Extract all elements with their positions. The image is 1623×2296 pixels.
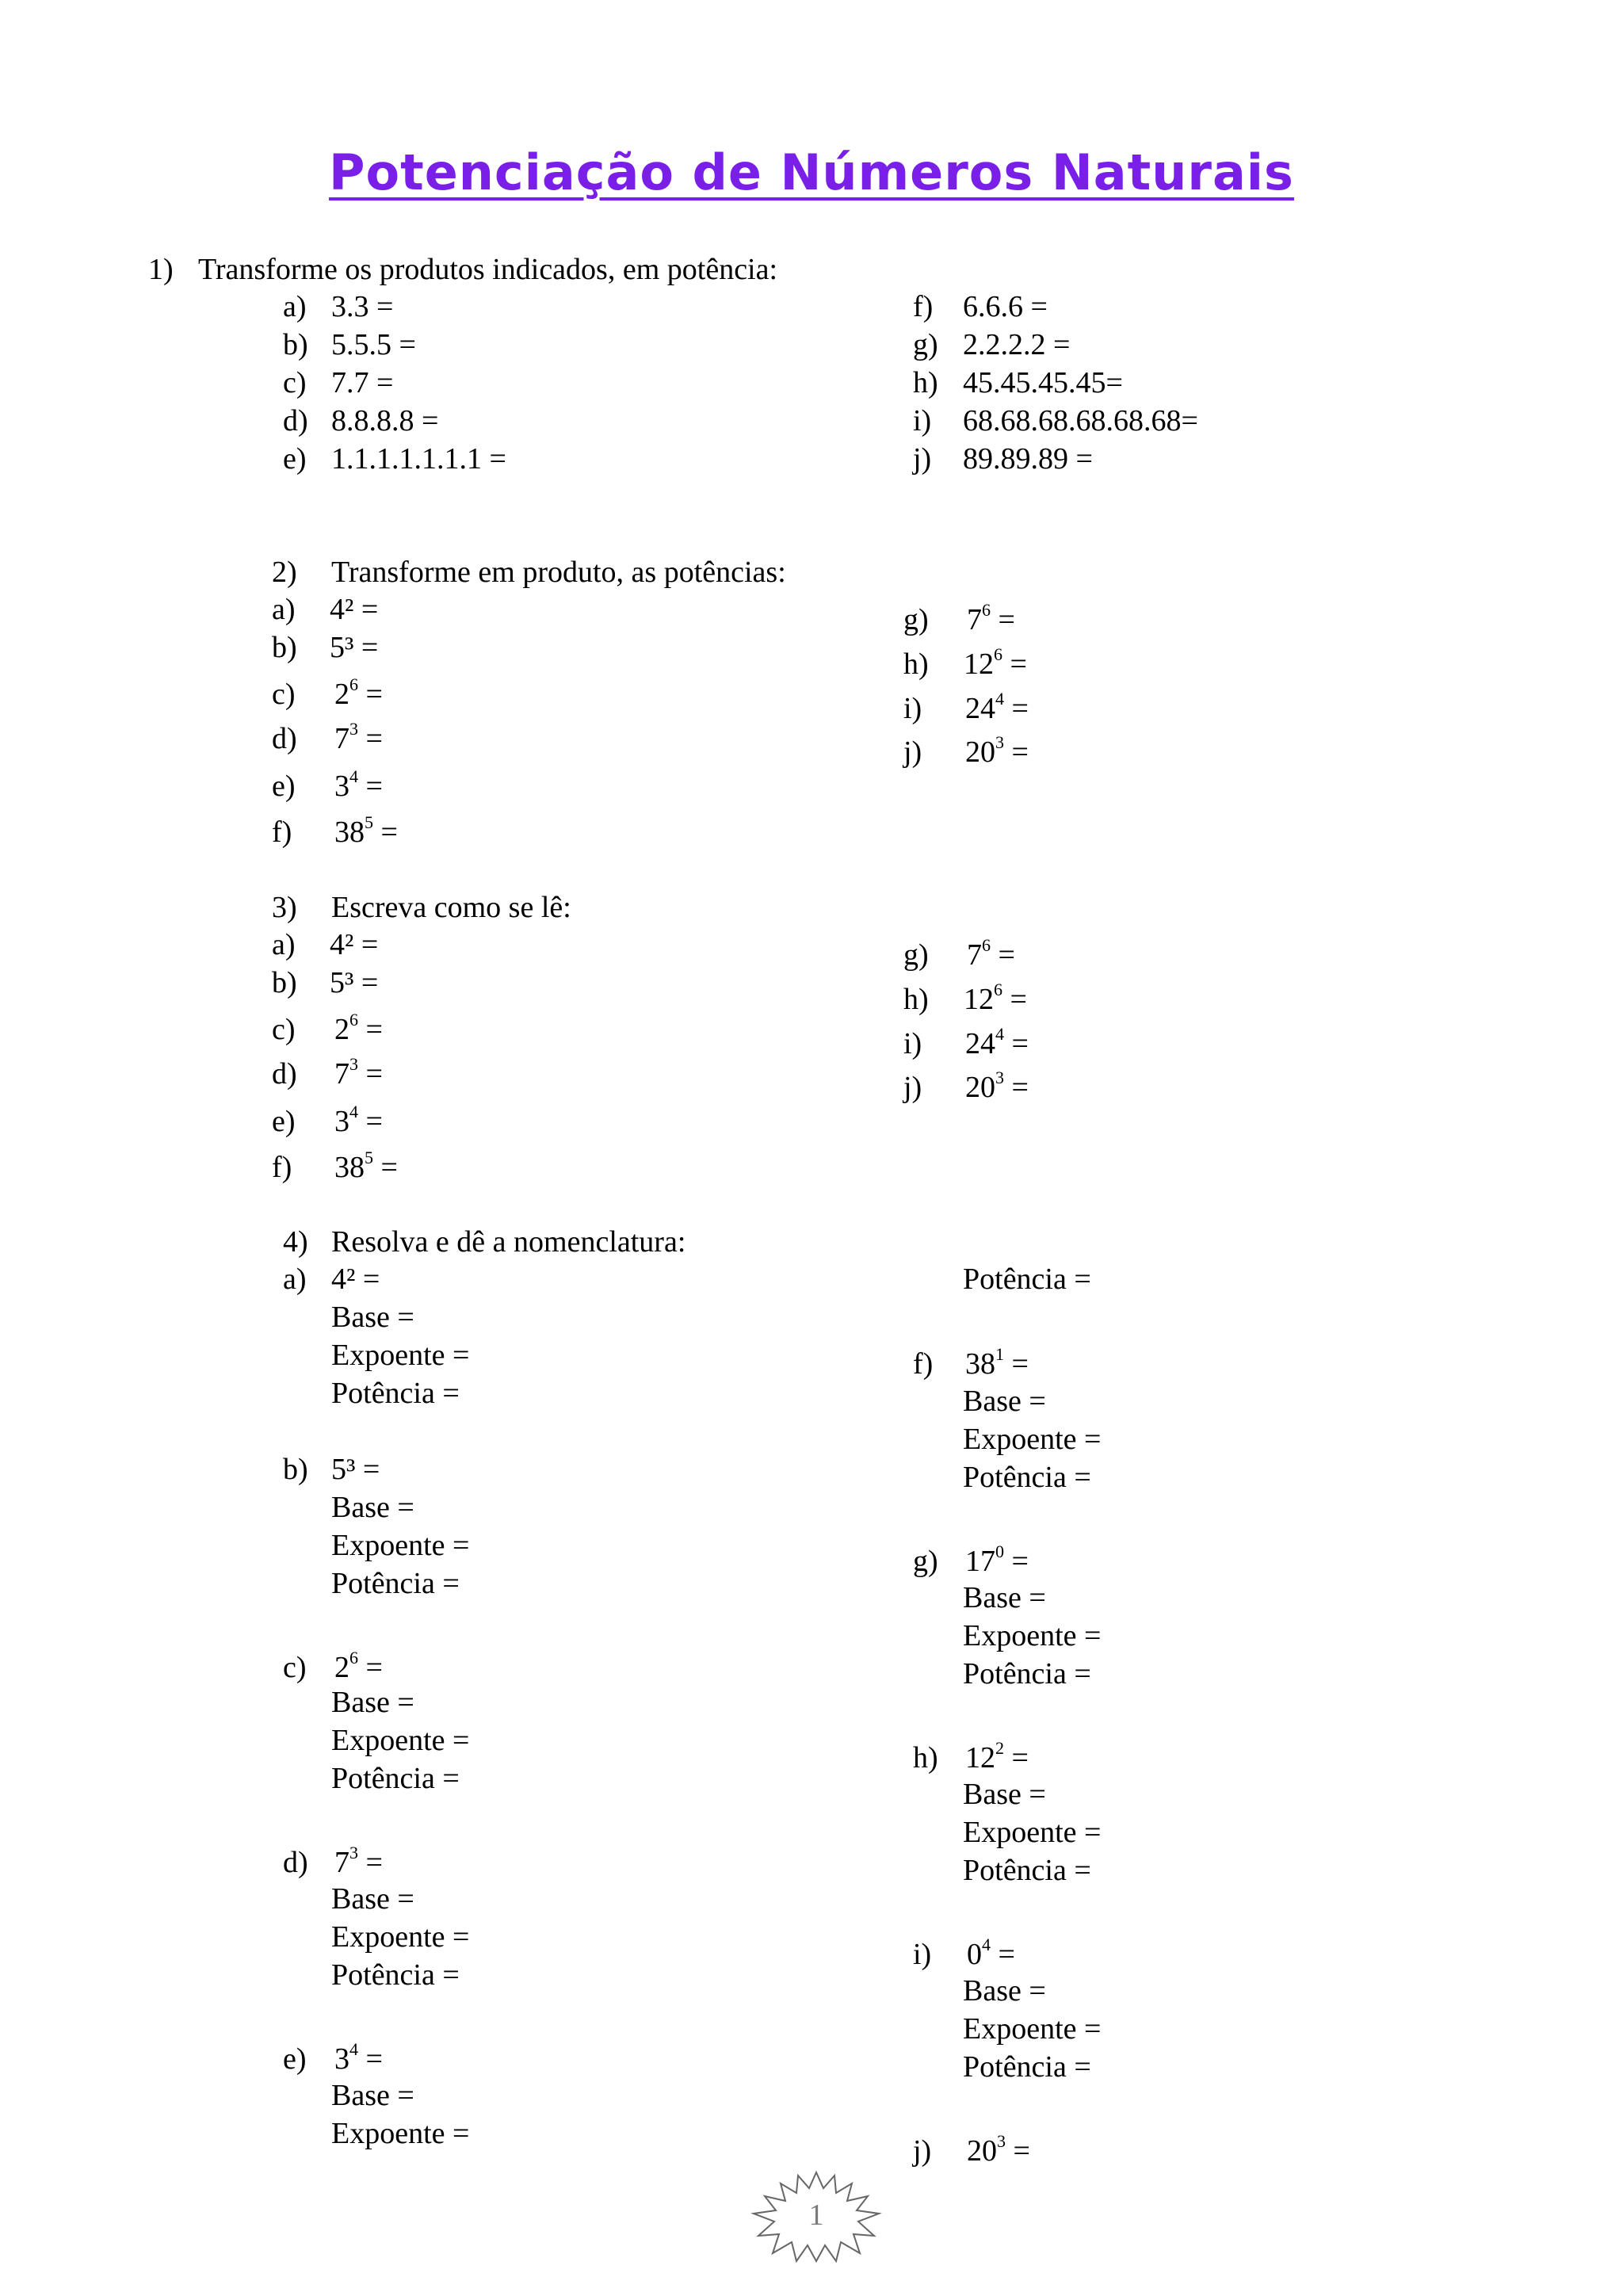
list-item-label: a) (283, 290, 307, 323)
list-item-label: b) (283, 328, 308, 361)
list-item: 4² = (330, 928, 379, 961)
list-item-label: h) (903, 648, 929, 681)
list-item: $2^6$ = (334, 1648, 383, 1684)
list-item-label: e) (283, 2042, 307, 2076)
list-item-label: b) (272, 966, 297, 999)
potencia-field: Potência = (331, 1762, 460, 1795)
potencia-field: Potência = (331, 1567, 460, 1600)
list-item-label: f) (272, 816, 292, 849)
expoente-field: Expoente = (331, 1724, 470, 1757)
base-field: Base = (963, 1974, 1046, 2008)
list-item: 4² = (331, 1263, 380, 1296)
list-item-label: c) (272, 1013, 296, 1046)
q4-number: 4) (283, 1225, 308, 1259)
list-item: 5³ = (330, 631, 379, 664)
list-item-label: j) (913, 2134, 932, 2168)
expoente-field: Expoente = (331, 1920, 470, 1954)
list-item-label: i) (903, 1027, 922, 1060)
base-field: Base = (331, 1882, 414, 1916)
list-item: 5³ = (331, 1453, 380, 1486)
list-item-label: d) (272, 1057, 297, 1091)
list-item: $12^2$ = (965, 1738, 1029, 1775)
list-item: 45.45.45.45= (963, 366, 1123, 399)
list-item: $24^4$ = (965, 689, 1029, 725)
list-item: $3^4$ = (334, 766, 383, 803)
list-item-label: f) (272, 1151, 292, 1184)
list-item: $7^3$ = (334, 719, 383, 755)
expoente-field: Expoente = (963, 1619, 1102, 1652)
list-item-label: e) (272, 770, 296, 803)
base-field: Base = (331, 1301, 414, 1334)
expoente-field: Expoente = (331, 1339, 470, 1372)
list-item-label: c) (272, 678, 296, 711)
list-item-label: h) (913, 366, 938, 399)
base-field: Base = (331, 1491, 414, 1524)
list-item: $12^6$ = (964, 980, 1027, 1016)
q1-heading: Transforme os produtos indicados, em potência: (198, 253, 778, 286)
list-item-label: f) (913, 290, 934, 323)
potencia-field: Potência = (331, 1377, 460, 1410)
list-item: $24^4$ = (965, 1024, 1029, 1060)
list-item-label: c) (283, 366, 307, 399)
list-item: $3^4$ = (334, 2039, 383, 2076)
list-item: 68.68.68.68.68.68= (963, 404, 1198, 437)
q3-heading: Escreva como se lê: (331, 891, 571, 924)
list-item: $38^5$ = (334, 812, 398, 849)
expoente-field: Expoente = (963, 1423, 1102, 1456)
list-item: $12^6$ = (964, 644, 1027, 681)
list-item-label: h) (903, 983, 929, 1016)
q2-number: 2) (272, 556, 297, 589)
list-item: $2^6$ = (334, 1010, 383, 1046)
list-item: $3^4$ = (334, 1102, 383, 1138)
list-item-label: i) (903, 692, 922, 725)
list-item: $38^1$ = (965, 1344, 1029, 1381)
list-item-label: g) (913, 328, 938, 361)
list-item-label: g) (913, 1545, 938, 1578)
list-item-label: h) (913, 1741, 938, 1775)
list-item: $7^6$ = (967, 600, 1015, 636)
potencia-field: Potência = (963, 1854, 1091, 1887)
list-item: $20^3$ = (965, 1068, 1029, 1104)
expoente-field: Expoente = (331, 1529, 470, 1562)
list-item: 7.7 = (331, 366, 394, 399)
list-item: 89.89.89 = (963, 442, 1093, 476)
list-item: 3.3 = (331, 290, 394, 323)
page-number-badge (749, 2169, 884, 2264)
page-title: Potenciação de Números Naturais (329, 143, 1294, 201)
list-item-label: g) (903, 938, 929, 972)
q3-number: 3) (272, 891, 297, 924)
list-item-label: d) (283, 404, 308, 437)
list-item-label: j) (903, 735, 922, 769)
list-item: $20^3$ = (965, 732, 1029, 769)
list-item-label: g) (903, 603, 929, 636)
expoente-field: Expoente = (963, 1816, 1102, 1849)
potencia-field: Potência = (963, 1263, 1091, 1296)
q1-number: 1) (148, 253, 174, 286)
list-item: 6.6.6 = (963, 290, 1048, 323)
list-item-label: j) (913, 442, 932, 476)
list-item: $0^4$ = (967, 1935, 1015, 1971)
list-item-label: b) (283, 1453, 308, 1486)
expoente-field: Expoente = (963, 2012, 1102, 2046)
base-field: Base = (331, 2079, 414, 2112)
list-item-label: d) (283, 1846, 308, 1879)
potencia-field: Potência = (963, 1461, 1091, 1494)
potencia-field: Potência = (331, 1958, 460, 1992)
list-item: 2.2.2.2 = (963, 328, 1071, 361)
list-item: $7^6$ = (967, 935, 1015, 972)
potencia-field: Potência = (963, 2050, 1091, 2084)
list-item-label: a) (272, 928, 296, 961)
list-item: $17^0$ = (965, 1541, 1029, 1578)
list-item-label: i) (913, 1938, 932, 1971)
list-item: 1.1.1.1.1.1.1 = (331, 442, 506, 476)
potencia-field: Potência = (963, 1657, 1091, 1690)
list-item: $38^5$ = (334, 1148, 398, 1184)
list-item-label: j) (903, 1071, 922, 1104)
base-field: Base = (963, 1581, 1046, 1614)
list-item: 5³ = (330, 966, 379, 999)
list-item: 4² = (330, 593, 379, 626)
list-item-label: a) (272, 593, 296, 626)
page-number: 1 (808, 2199, 824, 2232)
list-item-label: b) (272, 631, 297, 664)
q2-heading: Transforme em produto, as potências: (331, 556, 786, 589)
list-item-label: e) (283, 442, 307, 476)
list-item: 5.5.5 = (331, 328, 416, 361)
base-field: Base = (963, 1778, 1046, 1811)
list-item-label: f) (913, 1347, 934, 1381)
list-item-label: c) (283, 1651, 307, 1684)
list-item: 8.8.8.8 = (331, 404, 439, 437)
list-item: $7^3$ = (334, 1054, 383, 1091)
list-item-label: d) (272, 722, 297, 755)
list-item-label: a) (283, 1263, 307, 1296)
list-item: $7^3$ = (334, 1843, 383, 1879)
expoente-field: Expoente = (331, 2117, 470, 2150)
base-field: Base = (963, 1385, 1046, 1418)
list-item: $2^6$ = (334, 674, 383, 711)
q4-heading: Resolva e dê a nomenclatura: (331, 1225, 686, 1259)
list-item-label: i) (913, 404, 932, 437)
list-item-label: e) (272, 1105, 296, 1138)
list-item: $20^3$ = (967, 2131, 1030, 2168)
base-field: Base = (331, 1686, 414, 1719)
